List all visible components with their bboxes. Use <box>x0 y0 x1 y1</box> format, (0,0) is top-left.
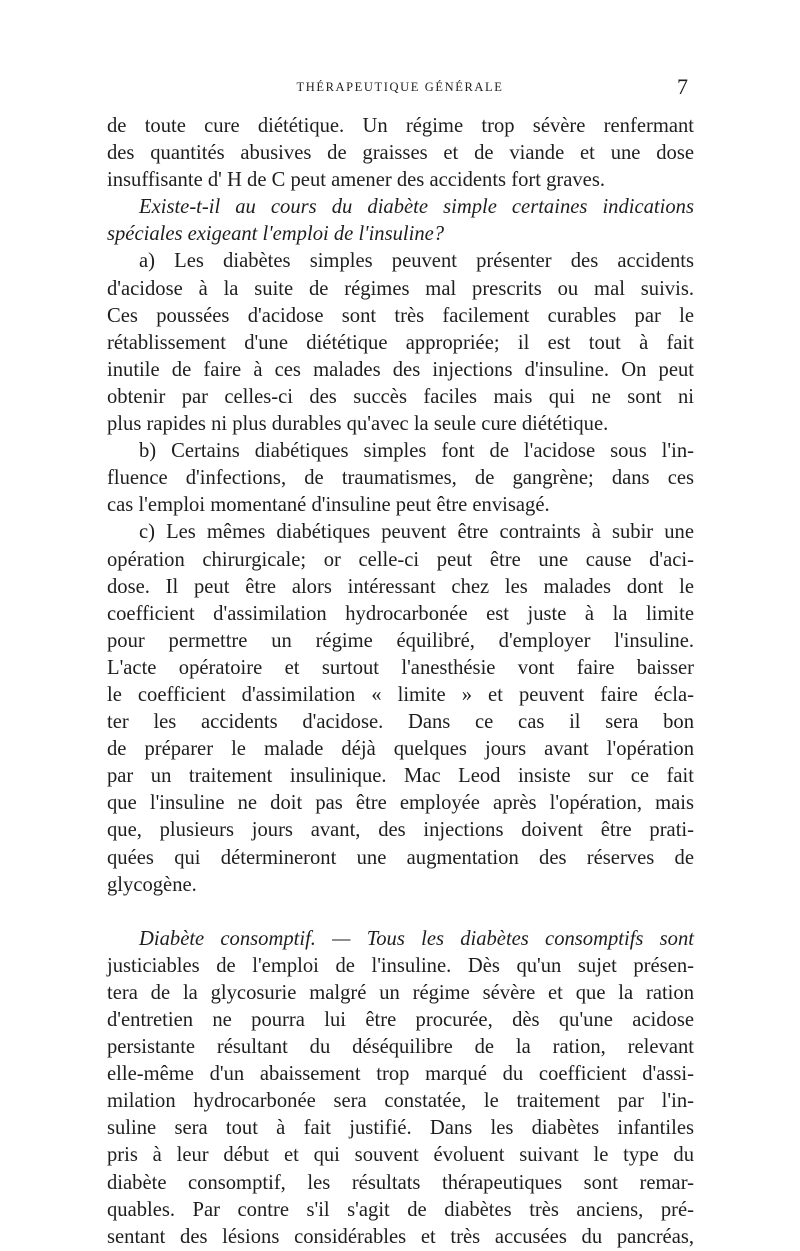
text-line: de préparer le malade déjà quelques jours avant l'opération <box>107 738 694 761</box>
text-line: spéciales exigeant l'emploi de l'insuline? <box>107 223 445 246</box>
text-line: pris à leur début et qui souvent évoluent suivant le type du <box>107 1144 694 1167</box>
text-line: que, plusieurs jours avant, des injections doivent être prati- <box>107 819 694 842</box>
text-line: de toute cure diététique. Un régime trop sévère renfermant <box>107 115 694 137</box>
text-line: L'acte opératoire et surtout l'anesthésie vont faire baisser <box>107 656 694 679</box>
text-line: que l'insuline ne doit pas être employée après l'opération, mais <box>107 792 694 815</box>
paragraph-question <box>107 194 694 248</box>
paragraph-diabete-consomptif <box>107 926 694 1251</box>
paragraph-c <box>107 519 694 898</box>
text-line: elle-même d'un abaissement trop marqué du coefficient d'assi- <box>107 1063 694 1086</box>
text-line: d'acidose à la suite de régimes mal prescrits ou mal suivis. <box>107 277 694 300</box>
text-line: d'entretien ne pourra lui être procurée, dès qu'une acidose <box>107 1009 694 1031</box>
paragraph-continuation <box>107 113 694 194</box>
paragraph-a <box>107 248 694 438</box>
text-line: tera de la glycosurie malgré un régime sévère et que la ration <box>107 981 694 1004</box>
text-line: justiciables de l'emploi de l'insuline. Dès qu'un sujet présen- <box>107 954 694 977</box>
text-line: fluence d'infections, de traumatismes, de gangrène; dans ces <box>107 467 694 490</box>
paragraph-b <box>107 438 694 519</box>
text-line: glycogène. <box>107 873 197 896</box>
text-line: pour permettre un régime équilibré, d'employer l'insuline. <box>107 629 694 652</box>
text-line: dose. Il peut être alors intéressant chez les malades dont le <box>107 575 694 598</box>
text-line: insuffisante d' H de C peut amener des accidents fort graves. <box>107 169 605 192</box>
text-line: milation hydrocarbonée sera constatée, le traitement par l'in- <box>107 1090 694 1113</box>
running-head <box>0 74 800 102</box>
text-line: b) Certains diabétiques simples font de l'acidose sous l'in- <box>139 440 694 463</box>
text-line: coefficient d'assimilation hydrocarbonée est juste à la limite <box>107 602 694 625</box>
text-line: par un traitement insulinique. Mac Leod insiste sur ce fait <box>107 765 694 788</box>
text-line: Diabète consomptif. — Tous les diabètes consomptifs sont <box>139 927 694 950</box>
text-line: ter les accidents d'acidose. Dans ce cas il sera bon <box>107 711 694 734</box>
text-line: Existe-t-il au cours du diabète simple certaines indications <box>139 196 694 219</box>
text-line: quables. Par contre s'il s'agit de diabètes très anciens, pré- <box>107 1198 694 1221</box>
text-line: c) Les mêmes diabétiques peuvent être contraints à subir une <box>139 521 694 544</box>
text-line: plus rapides ni plus durables qu'avec la seule cure diététique. <box>107 413 609 436</box>
running-title: THÉRAPEUTIQUE GÉNÉRALE <box>296 80 504 94</box>
text-line: des quantités abusives de graisses et de viande et une dose <box>107 142 694 165</box>
text-line: a) Les diabètes simples peuvent présenter des accidents <box>139 250 694 273</box>
page-number: 7 <box>677 74 688 99</box>
text-line: quées qui détermineront une augmentation des réserves de <box>107 846 694 869</box>
text-line: Ces poussées d'acidose sont très facilement curables par le <box>107 304 694 327</box>
text-line: cas l'emploi momentané d'insuline peut être envisagé. <box>107 494 550 517</box>
text-line: obtenir par celles-ci des succès faciles mais qui ne sont ni <box>107 385 694 408</box>
text-line: inutile de faire à ces malades des injections d'insuline. On peut <box>107 358 694 381</box>
text-line: rétablissement d'une diététique appropriée; il est tout à fait <box>107 331 694 354</box>
text-line: diabète consomptif, les résultats thérapeutiques sont remar- <box>107 1171 694 1194</box>
text-line: opération chirurgicale; or celle-ci peut être une cause d'aci- <box>107 548 694 571</box>
text-line: persistante résultant du déséquilibre de la ration, relevant <box>107 1036 694 1059</box>
text-line: le coefficient d'assimilation « limite » et peuvent faire écla- <box>107 683 694 706</box>
text-line: suline sera tout à fait justifié. Dans les diabètes infantiles <box>107 1117 694 1140</box>
text-line: sentant des lésions considérables et très accusées du pancréas, <box>107 1225 694 1248</box>
body-text <box>107 113 694 1251</box>
